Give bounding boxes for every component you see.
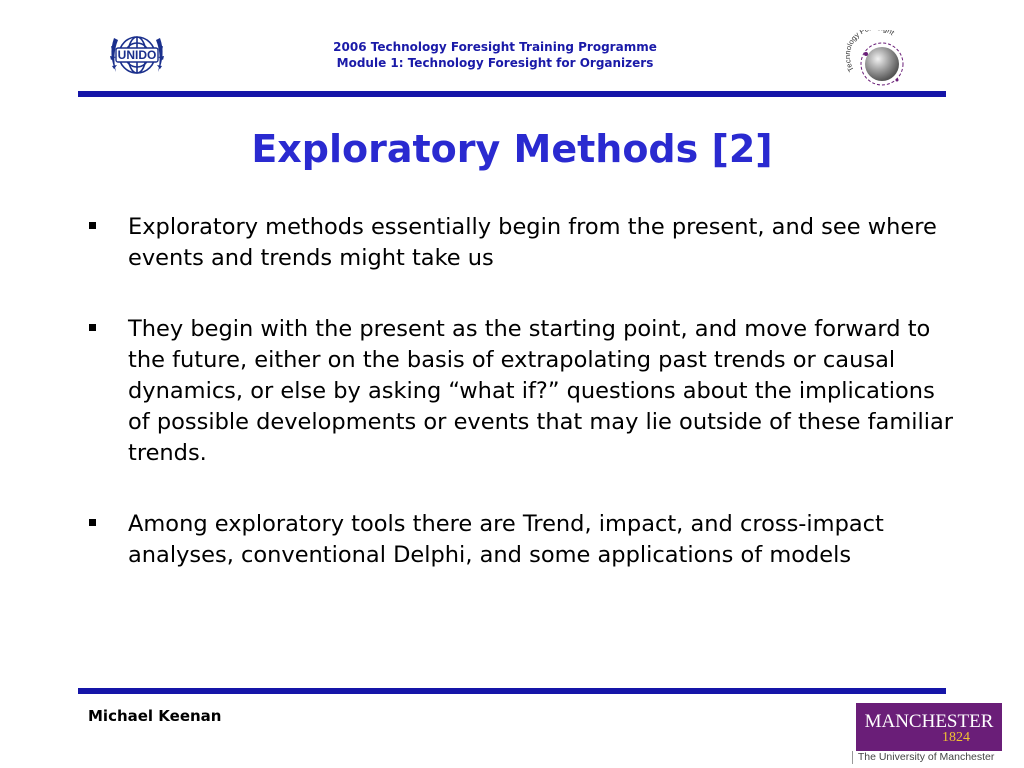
square-bullet-icon [89,324,96,331]
bullet-item [86,212,956,274]
foresight-globe-icon [846,30,910,90]
manchester-logo [856,703,1002,751]
manchester-subtitle-text: The University of Manchester [857,751,995,763]
slide-title: Exploratory Methods [2] [251,127,773,171]
manchester-logo-subtitle [852,750,1012,764]
square-bullet-icon [89,222,96,229]
svg-text:UNIDO: UNIDO [117,48,157,62]
header-divider [78,91,946,97]
technology-foresight-logo [846,30,910,90]
square-bullet-icon [89,519,96,526]
bullet-item [86,509,956,571]
unido-logo [104,26,170,84]
header-line-2: Module 1: Technology Foresight for Organizers [336,56,654,70]
unido-emblem-icon [104,26,170,84]
author-name: Michael Keenan [88,707,222,725]
bullet-item [86,314,956,469]
header-text [290,39,700,71]
footer-divider [78,688,946,694]
bullet-text: They begin with the present as the starting point, and move forward to the future, either on the basis of extrapolating past trends or causal dynamics, or else by asking “what if?” questions about the implications of possible developments or events that may lie outside of these familiar trends. [128,316,954,466]
manchester-logo-year: 1824 [942,730,970,745]
manchester-logo-word: MANCHESTER [864,711,994,732]
bullet-text: Exploratory methods essentially begin from the present, and see where events and trends might take us [128,214,937,271]
svg-text:Technology ForeSight: T logy F ht [846,30,897,74]
bullet-list [86,212,956,611]
bullet-text: Among exploratory tools there are Trend, impact, and cross-impact analyses, conventional Delphi, and some applications of models [128,511,884,568]
header-line-1: 2006 Technology Foresight Training Programme [333,40,657,54]
